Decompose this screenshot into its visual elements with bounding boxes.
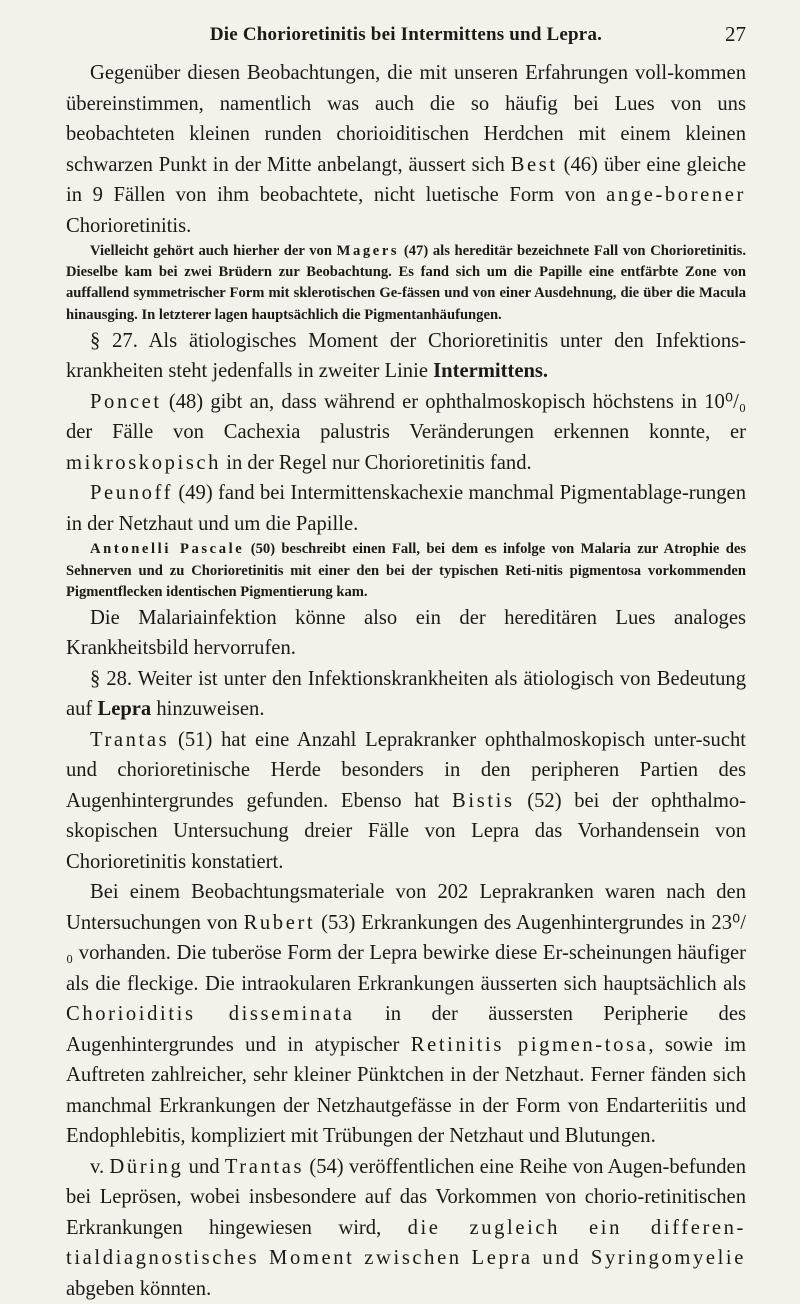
spaced-name: Düring (109, 1155, 184, 1178)
text-run: (54) veröffentlichen eine Reihe von Augen-befunden bei Leprösen, wobei insbesondere auf das Vorkommen von chorio-retinitischen Erkrankungen hingewiesen wird, (66, 1155, 746, 1239)
spaced-name: Poncet (90, 390, 162, 413)
body-paragraph (66, 326, 746, 387)
bold-term: Intermittens. (433, 360, 549, 383)
text-run: hinzuweisen. (151, 698, 265, 721)
text-run: (53) Erkrankungen des Augenhintergrundes in 23⁰/₀ vorhanden. Die tuberöse Form der Lepra bewirke diese Er-scheinungen häufiger als die fleckige. Die intraokularen Erkrankungen äusserten sich hauptsächlich als (66, 911, 747, 995)
spaced-name: mikroskopisch (66, 451, 222, 474)
page-number: 27 (725, 22, 746, 46)
spaced-name: ange-borener (606, 184, 746, 206)
text-run: Vielleicht gehört auch hierher der von (90, 243, 337, 259)
body-paragraph (66, 725, 746, 878)
spaced-name: Magers (336, 243, 400, 259)
text-run: (51) hat eine Anzahl Leprakranker ophthalmoskopisch unter-sucht und chorioretinische Herde besonders in den peripheren Partien des Augenhintergrundes gefunden. Ebenso hat (66, 728, 746, 812)
text-run: (48) gibt an, dass während er ophthalmoskopisch höchstens in 10⁰/₀ der Fälle von Cachexia palustris Veränderungen erkennen konnte, er (66, 390, 746, 444)
text-run: in der äussersten Peripherie des Augenhintergrundes und in atypischer (66, 1003, 746, 1056)
footnote-paragraph (66, 539, 746, 603)
text-run: und (183, 1155, 225, 1178)
spaced-name: Peunoff (90, 482, 174, 505)
spaced-name: Best (510, 153, 558, 176)
body-paragraph (66, 603, 746, 664)
body-paragraph (66, 58, 746, 241)
text-run: Gegenüber diesen Beobachtungen, die mit unseren Erfahrungen voll-kommen übereinstimmen, namentlich was auch die so häufig bei Lues von uns beobachteten kleinen runden chorioiditischen Herdchen mit einem kleinen schwarzen Punkt in der Mitte anbelangt, äussert sich (66, 62, 746, 176)
text-run: (50) beschreibt einen Fall, bei dem es infolge von Malaria zur Atrophie des Sehnerven und zu Chorioretinitis mit einer den bei der typischen Reti-nitis pigmentosa vorkommenden Pigmentflecken identischen Pigmentierung kam. (66, 541, 746, 600)
spaced-name: Bistis (452, 789, 515, 812)
text-run: Chorioretinitis. (66, 214, 192, 237)
bold-term: Lepra (97, 698, 152, 721)
body-paragraph (66, 478, 746, 539)
spaced-name: Antonelli Pascale (90, 541, 245, 558)
spaced-name: Trantas (90, 728, 170, 751)
text-run: (46) über eine gleiche in 9 Fällen von ihm beobachtete, nicht luetische Form von (66, 153, 746, 206)
text-run: Die Malariainfektion könne also ein der hereditären Lues analoges Krankheitsbild hervorrufen. (66, 606, 746, 660)
page-body (66, 58, 746, 1304)
spaced-name: die zugleich ein differen-tialdiagnostisches Moment zwischen Lepra und Syringomyelie (66, 1216, 746, 1270)
body-paragraph (66, 387, 746, 479)
running-header (66, 0, 746, 58)
body-paragraph (66, 877, 746, 1152)
spaced-name: Retinitis pigmen-tosa (410, 1033, 649, 1056)
text-run: Bei einem Beobachtungsmateriale von 202 Leprakranken waren nach den Untersuchungen von (66, 881, 746, 934)
text-run: (49) fand bei Intermittenskachexie manchmal Pigmentablage-rungen in der Netzhaut und um die Papille. (66, 482, 746, 535)
spaced-name: Rubert (243, 911, 316, 934)
footnote-paragraph (66, 241, 746, 326)
text-run: abgeben könnten. (66, 1277, 212, 1300)
body-paragraph (66, 664, 746, 725)
spaced-name: Chorioiditis disseminata (66, 1003, 355, 1026)
text-run: § 28. Weiter ist unter den Infektionskrankheiten als ätiologisch von Bedeutung auf (66, 667, 746, 721)
text-run: (52) bei der ophthalmo-skopischen Untersuchung dreier Fälle von Lepra das Vorhandensein von Chorioretinitis konstatiert. (66, 789, 746, 873)
text-run: § 27. Als ätiologisches Moment der Chorioretinitis unter den Infektions-krankheiten steht jedenfalls in zweiter Linie (66, 329, 746, 383)
text-run: v. (90, 1155, 110, 1178)
running-title: Die Chorioretinitis bei Intermittens und Lepra. (209, 24, 603, 45)
spaced-name: Trantas (224, 1155, 305, 1178)
body-paragraph (66, 1152, 746, 1304)
text-run: , sowie im Auftreten zahlreicher, sehr kleiner Pünktchen in der Netzhaut. Ferner fänden sich manchmal Erkrankungen der Netzhautgefässe in der Form von Endarteriitis und Endophlebitis, kompliziert mit Trübungen der Netzhaut und Blutungen. (66, 1033, 746, 1148)
text-run: in der Regel nur Chorioretinitis fand. (221, 451, 532, 474)
text-run: (47) als hereditär bezeichnete Fall von Chorioretinitis. Dieselbe kam bei zwei Brüdern zur Beobachtung. Es fand sich um die Papille eine entfärbte Zone von auffallend symmetrischer Form mit sklerotischen Ge-fässen und von einer Ausdehnung, die über die Macula hinausging. In letzterer lagen hauptsächlich die Pigmentanhäufungen. (66, 243, 747, 323)
